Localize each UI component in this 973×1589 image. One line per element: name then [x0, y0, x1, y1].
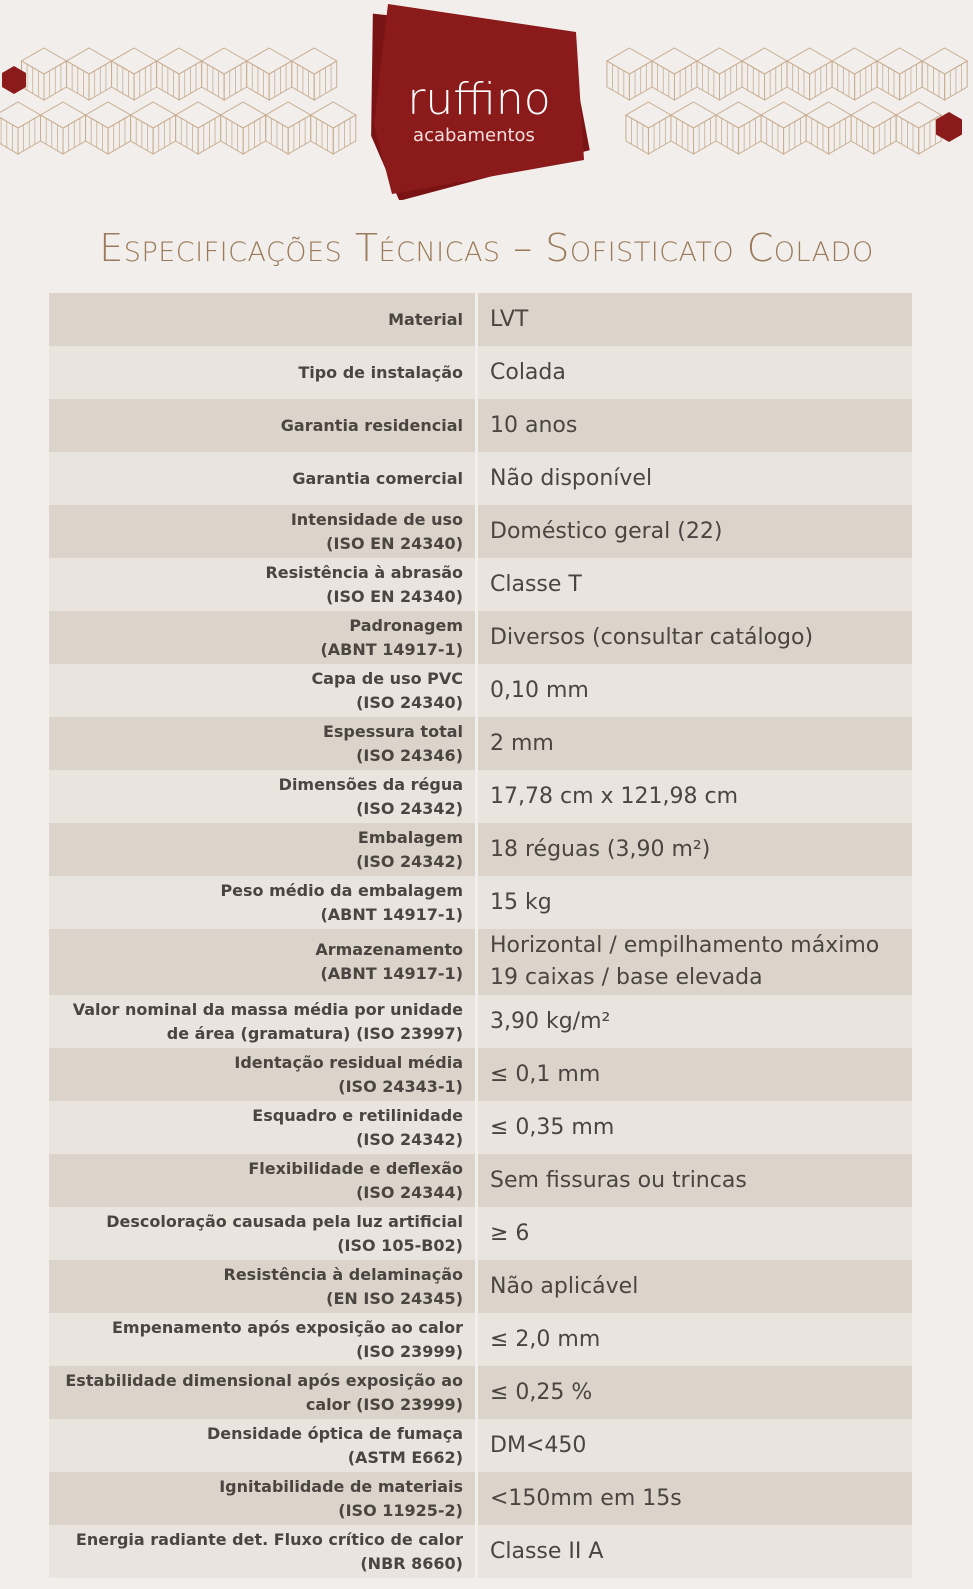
spec-value: <150mm em 15s [490, 1485, 682, 1511]
hexagon-left-decoration [0, 64, 28, 96]
spec-row [49, 823, 912, 876]
spec-value: Doméstico geral (22) [490, 518, 723, 544]
spec-label: Armazenamento (ABNT 14917-1) [315, 940, 463, 983]
spec-row [49, 1525, 912, 1578]
spec-row [49, 399, 912, 452]
spec-value: Diversos (consultar catálogo) [490, 624, 814, 650]
spec-row [49, 1260, 912, 1313]
spec-label: Padronagem (ABNT 14917-1) [320, 615, 463, 659]
spec-row [49, 1048, 912, 1101]
spec-row [49, 770, 912, 823]
spec-row [49, 717, 912, 770]
spec-label: Tipo de instalação [298, 362, 463, 382]
spec-row [49, 1207, 912, 1260]
spec-label: Resistência à delaminação (EN ISO 24345) [223, 1264, 463, 1308]
spec-label: Energia radiante det. Fluxo crítico de calor (NBR 8660) [75, 1529, 463, 1573]
spec-row [49, 995, 912, 1048]
spec-value: DM<450 [490, 1432, 587, 1458]
hexagon-right-decoration [934, 110, 964, 144]
spec-label: Dimensões da régua (ISO 24342) [278, 774, 463, 818]
spec-value: ≥ 6 [490, 1220, 530, 1246]
spec-label: Garantia comercial [292, 468, 463, 488]
spec-row [49, 876, 912, 929]
spec-value: Sem fissuras ou trincas [490, 1167, 747, 1193]
spec-label: Material [388, 309, 463, 329]
spec-label: Espessura total (ISO 24346) [322, 721, 463, 765]
spec-label: Embalagem (ISO 24342) [356, 827, 463, 871]
header [0, 0, 973, 215]
spec-row [49, 1313, 912, 1366]
spec-value: 3,90 kg/m² [490, 1008, 611, 1034]
spec-value: LVT [490, 306, 529, 332]
spec-label: Flexibilidade e deflexão (ISO 24344) [248, 1158, 463, 1202]
spec-label: Valor nominal da massa média por unidade de área (gramatura) (ISO 23997) [72, 999, 463, 1043]
spec-label: Estabilidade dimensional após exposição ao calor (ISO 23999) [65, 1370, 463, 1414]
spec-row [49, 664, 912, 717]
spec-value: Colada [490, 359, 566, 385]
spec-label: Garantia residencial [280, 415, 463, 435]
spec-value: Horizontal / empilhamento máximo 19 caixas / base elevada [490, 933, 880, 990]
spec-row [49, 558, 912, 611]
spec-value: 2 mm [490, 730, 554, 756]
spec-value: ≤ 0,1 mm [490, 1061, 601, 1087]
spec-value: 0,10 mm [490, 677, 589, 703]
spec-value: Não disponível [490, 465, 653, 491]
spec-row [49, 293, 912, 346]
spec-row [49, 452, 912, 505]
spec-label: Descoloração causada pela luz artificial (ISO 105-B02) [106, 1211, 463, 1255]
spec-row [49, 1154, 912, 1207]
brand-name: ruffino [407, 74, 551, 125]
spec-value: ≤ 2,0 mm [490, 1326, 601, 1352]
spec-table [49, 293, 912, 1578]
spec-row [49, 1419, 912, 1472]
spec-value: 10 anos [490, 412, 578, 438]
spec-value: Não aplicável [490, 1273, 639, 1299]
spec-row [49, 346, 912, 399]
spec-value: 18 réguas (3,90 m²) [490, 836, 711, 862]
spec-row [49, 611, 912, 664]
spec-row [49, 505, 912, 558]
brand-logo [366, 4, 592, 200]
spec-value: Classe T [490, 571, 582, 597]
spec-label: Empenamento após exposição ao calor (ISO 23999) [111, 1317, 463, 1361]
spec-label: Ignitabilidade de materiais (ISO 11925-2) [219, 1476, 463, 1520]
spec-label: Capa de uso PVC (ISO 24340) [311, 668, 463, 712]
spec-value: 15 kg [490, 889, 552, 915]
spec-label: Intensidade de uso (ISO EN 24340) [290, 509, 463, 553]
spec-row [49, 929, 912, 995]
spec-row [49, 1101, 912, 1154]
spec-label: Identação residual média (ISO 24343-1) [234, 1052, 463, 1096]
spec-value: Classe II A [490, 1538, 604, 1564]
spec-label: Peso médio da embalagem (ABNT 14917-1) [220, 880, 463, 924]
spec-label: Resistência à abrasão (ISO EN 24340) [265, 562, 463, 606]
brand-subtitle: acabamentos [413, 125, 535, 146]
spec-label: Densidade óptica de fumaça (ASTM E662) [206, 1423, 463, 1467]
page-title: Especificações Técnicas – Sofisticato Colado [99, 226, 874, 270]
spec-row [49, 1472, 912, 1525]
spec-value: 17,78 cm x 121,98 cm [490, 783, 739, 809]
spec-value: ≤ 0,25 % [490, 1379, 593, 1405]
spec-label: Esquadro e retilinidade (ISO 24342) [252, 1105, 463, 1149]
spec-row [49, 1366, 912, 1419]
spec-value: ≤ 0,35 mm [490, 1114, 615, 1140]
